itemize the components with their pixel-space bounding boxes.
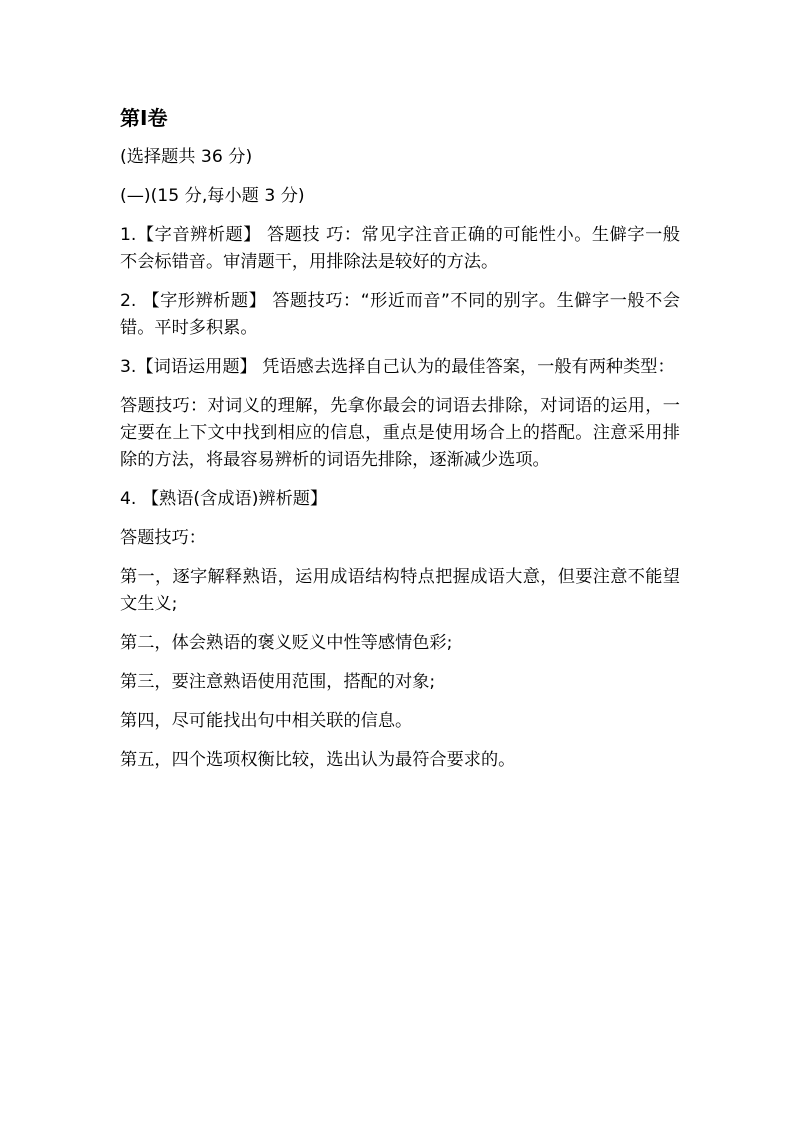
paragraph-12: 第四，尽可能找出句中相关联的信息。 [120,711,413,731]
paragraph-1: (选择题共 36 分) [120,147,253,167]
paragraph-11: 第三，要注意熟语使用范围，搭配的对象; [120,672,436,692]
paragraph-3: 1.【字音辨析题】 答题技 巧：常见字注音正确的可能性小。生僻字一般不会标错音。审清题干，用排除法是较好的方法。 [120,225,680,272]
paragraph-13: 第五，四个选项权衡比较，选出认为最符合要求的。 [120,750,516,770]
paragraph-9: 第一，逐字解释熟语，运用成语结构特点把握成语大意，但要注意不能望文生义; [120,567,680,614]
paragraph-6: 答题技巧：对词义的理解，先拿你最会的词语去排除，对词语的运用，一定要在上下文中找到相应的信息，重点是使用场合上的搭配。注意采用排除的方法，将最容易辨析的词语先排除，逐渐减少选项。 [120,396,680,470]
paragraph-7: 4. 【熟语(含成语)辨析题】 [120,489,328,509]
paragraph-4: 2. 【字形辨析题】 答题技巧：“形近而音”不同的别字。生僻字一般不会错。平时多积累。 [120,291,680,338]
paragraph-2: (—)(15 分,每小题 3 分) [120,186,305,206]
document-page [120,104,680,786]
paragraph-5: 3.【词语运用题】 凭语感去选择自己认为的最佳答案，一般有两种类型： [120,357,675,377]
paragraph-8: 答题技巧： [120,528,206,548]
section-title: 第Ⅰ卷 [120,106,168,130]
paragraph-10: 第二，体会熟语的褒义贬义中性等感情色彩; [120,633,453,653]
